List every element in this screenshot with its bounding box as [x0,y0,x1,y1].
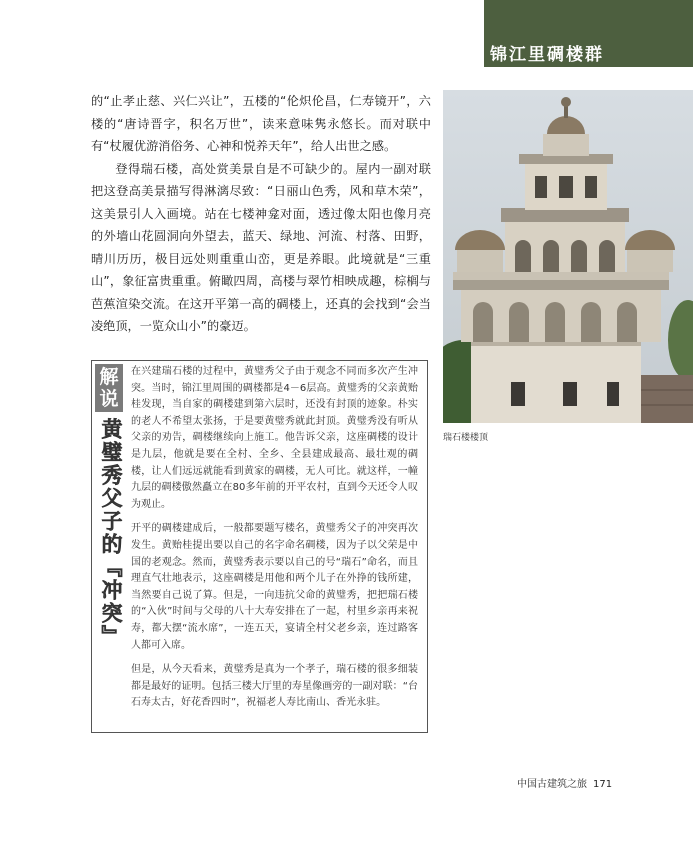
commentary-title: 黄璧秀父子的『冲突』 [99,418,123,648]
paragraph: 登得瑞石楼，高处赏美景自是不可缺少的。屋内一副对联把这登高美景描写得淋漓尽致：“日丽山色秀，风和草木荣”，这美景引人入画境。站在七楼神龛对面，透过像太阳也像月亮的外墙山花圆洞向外望去，蓝天、绿地、河流、村落、田野，晴川历历，极目远处则重重山峦，更是养眼。此境就是“三重山”，象征富贵重重。俯瞰四周，高楼与翠竹相映成趣，棕榈与芭蕉渲染交流。在这开平第一高的碉楼上，还真的会找到“会当凌绝顶，一览众山小”的豪迈。 [91,161,431,333]
diaolou-photo [443,90,693,423]
book-title: 中国古建筑之旅 [517,779,587,790]
paragraph: 的“止孝止慈、兴仁兴让”，五楼的“伦炽伦昌，仁寿镜开”，六楼的“唐诗晋字，积名万世”，读来意味隽永悠长。而对联中有“杖履优游消俗务、心神和悦养天年”，给人出世之感。 [91,94,431,153]
main-text [91,90,431,338]
section-title: 锦江里碉楼群 [490,45,604,65]
commentary-text [131,364,418,720]
commentary-label: 解说 [95,364,123,412]
commentary-side [95,364,123,648]
page-footer [517,775,612,790]
photo-caption: 瑞石楼楼顶 [443,433,489,443]
paragraph: 但是，从今天看来，黄璧秀是真为一个孝子，瑞石楼的很多细装都是最好的证明。包括三楼大厅里的寿星像画旁的一副对联：“台石寿太古，好花香四时”，祝福老人寿比南山、香光永驻。 [131,664,418,709]
page-number: 171 [593,779,613,790]
paragraph: 在兴建瑞石楼的过程中，黄璧秀父子由于观念不同而多次产生冲突。当时，锦江里周围的碉楼都是4－6层高。黄璧秀的父亲黄贻桂发现，当自家的碉楼建到第六层时，还没有封顶的迹象。朴实的老人不希望太张扬，于是要黄璧秀就此封顶。黄璧秀没有听从父亲的劝告，碉楼继续向上施工。他告诉父亲，这座碉楼的设计是九层，他就是要在全村、全乡、全县建成最高、最壮观的碉楼，让人们远远就能看到黄家的碉楼，无人可比。就这样，一幢九层的碉楼傲然矗立在80多年前的开平农村，直到今天还令人叹为观止。 [131,366,418,510]
paragraph: 开平的碉楼建成后，一般都要题写楼名，黄璧秀父子的冲突再次发生。黄贻桂提出要以自己的名字命名碉楼，因为子以父荣是中国的老观念。然而，黄璧秀表示要以自己的号“瑞石”命名，而且理直气壮地表示，这座碉楼是用他和两个儿子在外挣的钱所建，当然要自己说了算。但是，一向违抗父命的黄璧秀，把把瑞石楼的“入伙”时间与父母的八十大寿安排在了一起，村里乡亲再来祝寿，都大摆“流水席”，一连五天，宴请全村父老乡亲，连过路客人都可入席。 [131,523,418,651]
